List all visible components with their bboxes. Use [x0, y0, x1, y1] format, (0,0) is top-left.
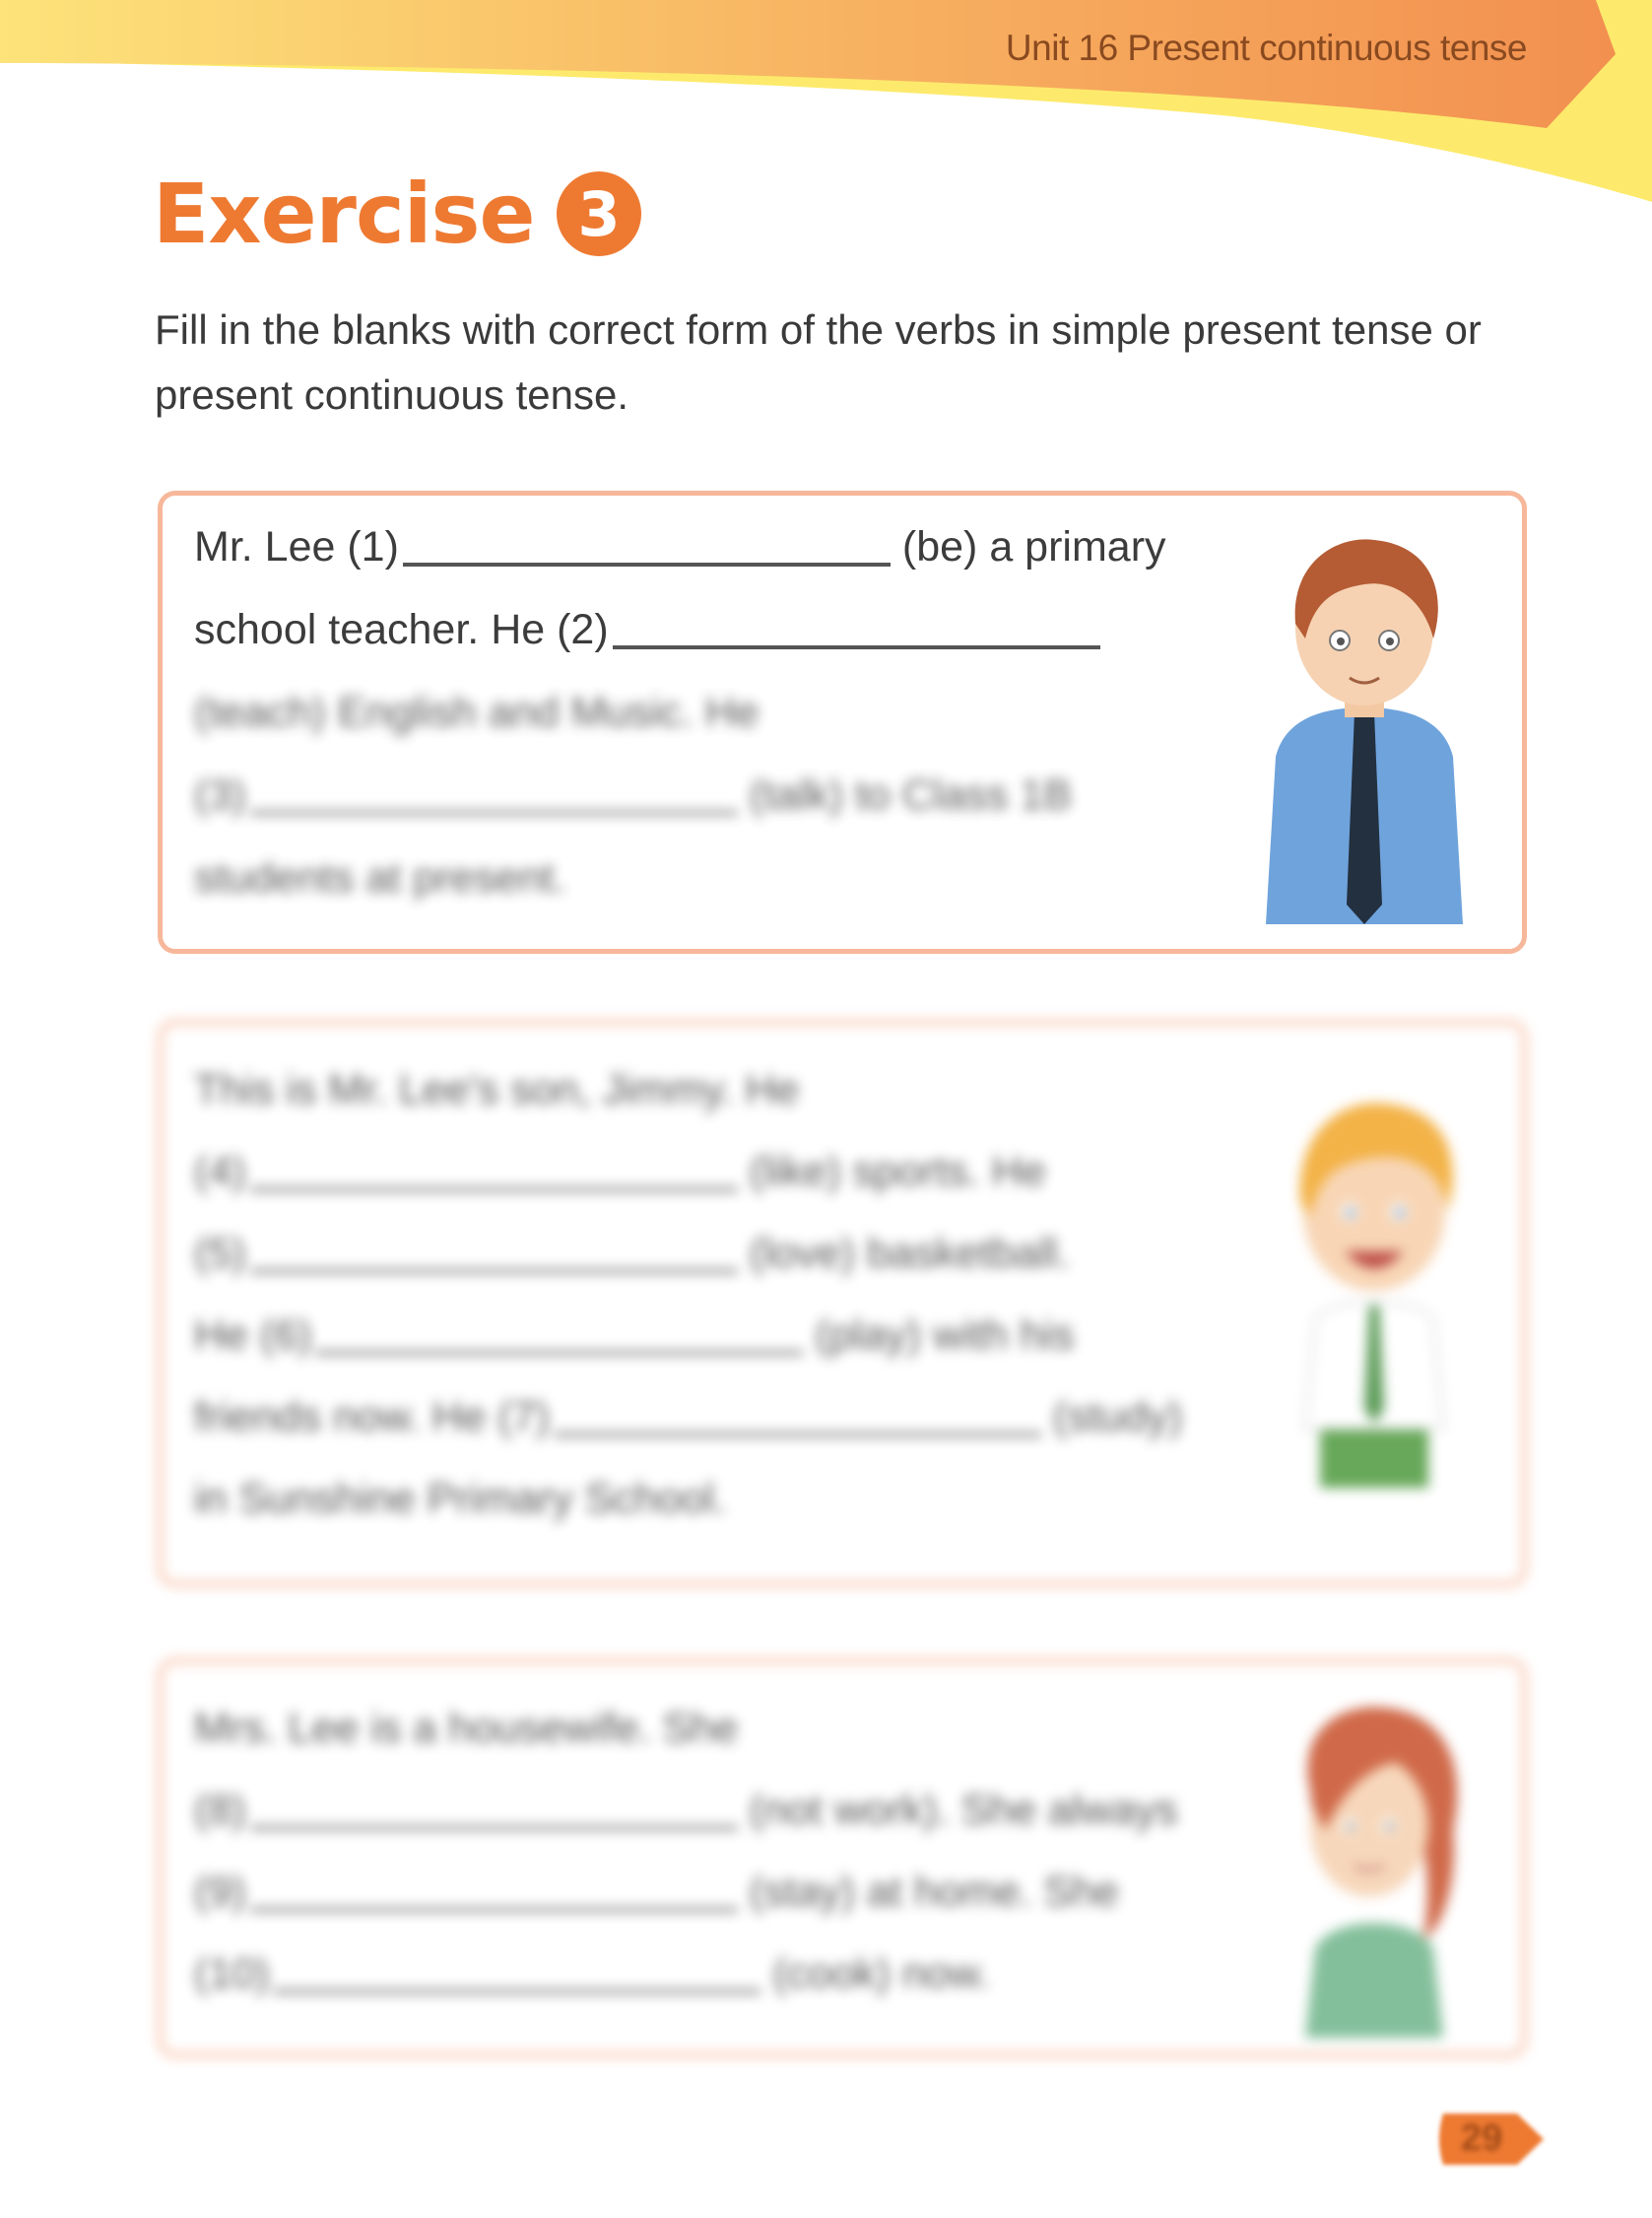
line-text: (study): [1052, 1393, 1183, 1441]
line-text: He (6): [194, 1311, 312, 1359]
line-text: (cook) now.: [772, 1950, 990, 1997]
answer-blank-4[interactable]: [250, 1187, 738, 1191]
mr-lee-illustration: [1246, 530, 1483, 924]
answer-blank-1[interactable]: [403, 563, 891, 567]
page-number: 29: [1461, 2117, 1503, 2159]
jimmy-illustration: [1276, 1094, 1473, 1488]
passage-line: [194, 1769, 1178, 1851]
line-text: This is Mr. Lee's son, Jimmy. He: [194, 1066, 800, 1113]
line-text: (play) with his: [815, 1311, 1075, 1359]
answer-blank-7[interactable]: [554, 1433, 1041, 1437]
answer-blank-10[interactable]: [273, 1989, 760, 1993]
passage-line: [194, 505, 1166, 588]
answer-blank-8[interactable]: [250, 1826, 738, 1830]
answer-blank-6[interactable]: [315, 1351, 803, 1355]
line-text: (talk) to Class 1B: [749, 772, 1072, 819]
mrs-lee-illustration: [1276, 1703, 1473, 2038]
line-text: Mrs. Lee is a housewife. She: [194, 1705, 739, 1752]
line-text: (like) sports. He: [749, 1148, 1046, 1195]
passage-line: [194, 1048, 799, 1131]
line-text: in Sunshine Primary School.: [194, 1475, 727, 1522]
passage-line: [194, 1294, 1074, 1377]
passage-line: [194, 1850, 1119, 1933]
passage-line: [194, 671, 760, 754]
answer-blank-3[interactable]: [250, 811, 738, 815]
passage-box-jimmy: [158, 1020, 1527, 1586]
line-text: (love) basketball.: [749, 1230, 1070, 1277]
passage-line: [194, 1212, 1070, 1295]
passage-line: [194, 1687, 738, 1770]
line-text: (10): [194, 1950, 270, 1997]
line-text: (not work). She always: [749, 1786, 1178, 1834]
line-text: school teacher. He (2): [194, 606, 609, 653]
exercise-title-text: Exercise: [153, 166, 535, 262]
passage-line: [194, 1932, 989, 2015]
passage-line: [194, 837, 566, 919]
exercise-title: [153, 166, 641, 262]
line-text: (stay) at home. She: [749, 1868, 1119, 1916]
line-text: (4): [194, 1148, 246, 1195]
passage-box-mrs-lee: [158, 1658, 1527, 2057]
answer-blank-2[interactable]: [613, 645, 1100, 649]
page-number-badge: [1433, 2104, 1552, 2175]
line-text: (5): [194, 1230, 246, 1277]
line-text: friends now. He (7): [194, 1393, 550, 1441]
passage-line: [194, 588, 1112, 671]
answer-blank-5[interactable]: [250, 1269, 738, 1273]
answer-blank-9[interactable]: [250, 1908, 738, 1912]
passage-line: [194, 1457, 726, 1540]
line-text: (teach) English and Music. He: [194, 689, 760, 736]
line-text: (8): [194, 1786, 246, 1834]
line-text: (be) a primary: [901, 523, 1166, 571]
passage-box-mr-lee: [158, 491, 1527, 954]
line-text: (3): [194, 772, 246, 819]
instructions: Fill in the blanks with correct form of the verbs in simple present tense or present continuous tense.: [155, 306, 1482, 418]
passage-line: [194, 1130, 1046, 1213]
passage-line: [194, 1376, 1182, 1458]
line-text: students at present.: [194, 854, 566, 902]
unit-label: Unit 16 Present continuous tense: [1005, 28, 1527, 68]
passage-line: [194, 754, 1072, 837]
line-text: (9): [194, 1868, 246, 1916]
exercise-number-badge: 3: [557, 171, 641, 256]
line-text: Mr. Lee (1): [194, 523, 399, 571]
